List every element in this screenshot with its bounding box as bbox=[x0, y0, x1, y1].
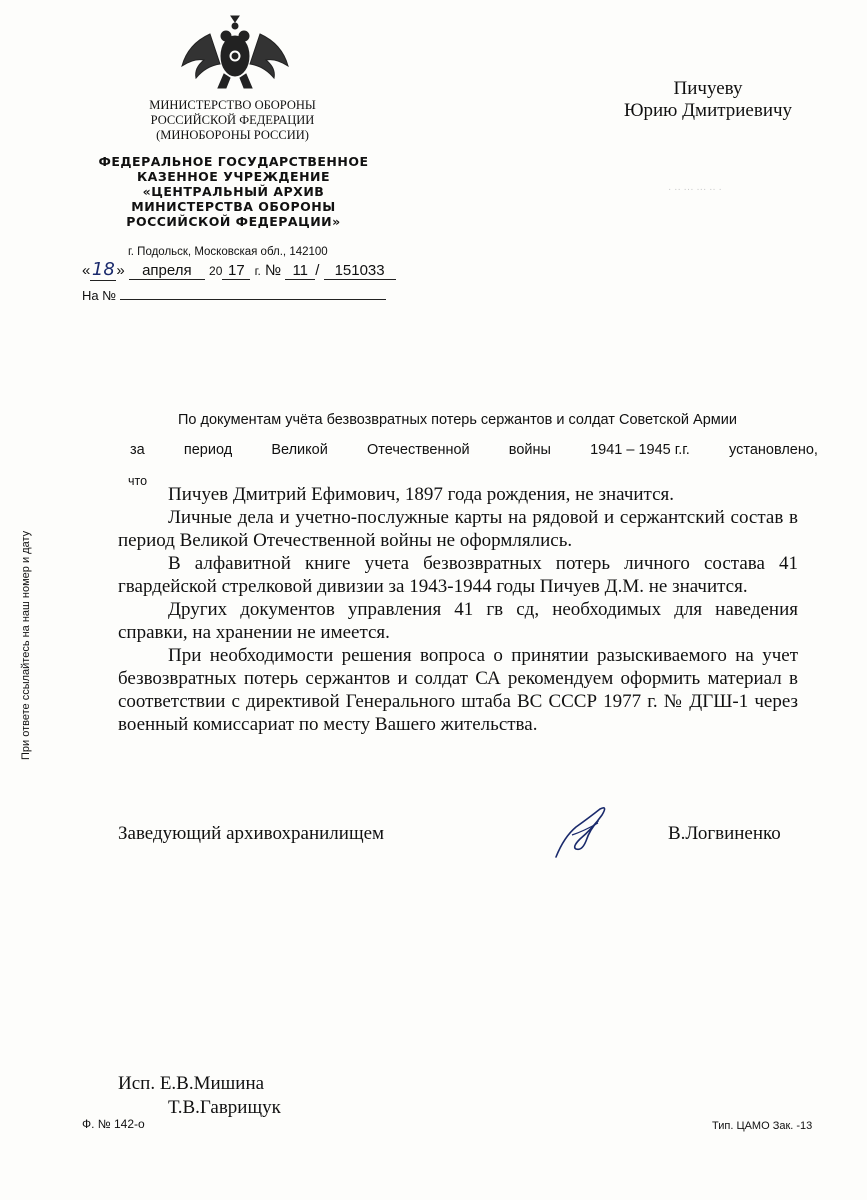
intro-word: Отечественной bbox=[366, 442, 470, 458]
intro-line-2 bbox=[130, 442, 818, 458]
archive-line: «ЦЕНТРАЛЬНЫЙ АРХИВ bbox=[142, 184, 325, 199]
executors bbox=[118, 1072, 281, 1120]
archive-address: г. Подольск, Московская обл., 142100 bbox=[128, 246, 328, 258]
paragraph: Личные дела и учетно-послужные карты на рядовой и сержантский состав в период Великой Отечественной войны не оформлялись. bbox=[118, 507, 798, 551]
executor-line: Т.В.Гаврищук bbox=[168, 1097, 281, 1118]
intro-word: установлено, bbox=[729, 442, 818, 458]
recipient-given-names: Юрию Дмитриевичу bbox=[623, 100, 793, 121]
recipient-surname: Пичуеву bbox=[673, 78, 743, 99]
double-headed-eagle-emblem bbox=[180, 14, 290, 94]
number-label: № bbox=[264, 262, 282, 279]
ministry-line: РОССИЙСКОЙ ФЕДЕРАЦИИ bbox=[150, 113, 315, 127]
date-open-quote: « bbox=[82, 262, 91, 279]
archive-name bbox=[92, 154, 375, 229]
executor-line: Исп. Е.В.Мишина bbox=[118, 1073, 265, 1094]
date-year-label: г. bbox=[254, 264, 261, 278]
paragraph: При необходимости решения вопроса о принятии разыскиваемого на учет безвозвратных потерь сержантов и солдат СА рекомендуем оформить материал в соответствии с директивой Генерального штаба ВС СССР 1977 г. № ДГШ-1 через военный комиссариат по месту Вашего жительства. bbox=[118, 645, 798, 735]
date-year-suffix: 17 bbox=[222, 262, 250, 280]
intro-word: 1941 – 1945 г.г. bbox=[590, 442, 690, 458]
archive-line: МИНИСТЕРСТВА ОБОРОНЫ bbox=[131, 199, 336, 214]
letter-body bbox=[118, 483, 798, 736]
intro-word: Великой bbox=[271, 442, 328, 458]
archive-line: РОССИЙСКОЙ ФЕДЕРАЦИИ» bbox=[126, 214, 341, 229]
faint-bleed-marks: · ·· ··· ··· ·· · bbox=[668, 184, 722, 195]
date-day: 18 bbox=[91, 259, 115, 280]
reference-label: На № bbox=[82, 288, 117, 303]
date-number-line bbox=[82, 259, 396, 281]
intro-word: за bbox=[130, 442, 145, 458]
number-part2: 151033 bbox=[324, 262, 396, 280]
paragraph: Других документов управления 41 гв сд, необходимых для наведения справки, на хранении не имеется. bbox=[118, 599, 798, 643]
intro-line-1: По документам учёта безвозвратных потерь сержантов и солдат Советской Армии bbox=[178, 412, 737, 428]
intro-line-3: что bbox=[128, 474, 148, 488]
form-number: Ф. № 142-о bbox=[82, 1117, 145, 1131]
paragraph: В алфавитной книге учета безвозвратных потерь личного состава 41 гвардейской стрелковой дивизии за 1943-1944 годы Пичуев Д.М. не значится. bbox=[118, 553, 798, 597]
reply-instruction-note: При ответе ссылайтесь на наш номер и дату bbox=[20, 530, 32, 760]
intro-word: период bbox=[183, 442, 233, 458]
reference-blank bbox=[120, 289, 386, 300]
date-close-quote: » bbox=[116, 262, 125, 279]
handwritten-signature bbox=[552, 805, 612, 860]
number-sep: / bbox=[315, 262, 320, 279]
ministry-name bbox=[120, 98, 345, 143]
intro-word: войны bbox=[508, 442, 551, 458]
recipient bbox=[608, 78, 808, 122]
date-month: апреля bbox=[129, 262, 205, 280]
archive-line: ФЕДЕРАЛЬНОЕ ГОСУДАРСТВЕННОЕ bbox=[98, 154, 369, 169]
signatory-name: В.Логвиненко bbox=[668, 823, 781, 844]
signatory-title: Заведующий архивохранилищем bbox=[118, 823, 385, 844]
archive-line: КАЗЕННОЕ УЧРЕЖДЕНИЕ bbox=[136, 169, 331, 184]
ministry-line: (МИНОБОРОНЫ РОССИИ) bbox=[156, 128, 309, 142]
ministry-line: МИНИСТЕРСТВО ОБОРОНЫ bbox=[149, 98, 316, 112]
number-part1: 11 bbox=[285, 262, 315, 280]
print-note: Тип. ЦАМО Зак. -13 bbox=[712, 1120, 813, 1132]
paragraph: Пичуев Дмитрий Ефимович, 1897 года рождения, не значится. bbox=[168, 484, 675, 505]
date-year-prefix: 20 bbox=[209, 264, 223, 278]
reference-line bbox=[82, 288, 386, 303]
